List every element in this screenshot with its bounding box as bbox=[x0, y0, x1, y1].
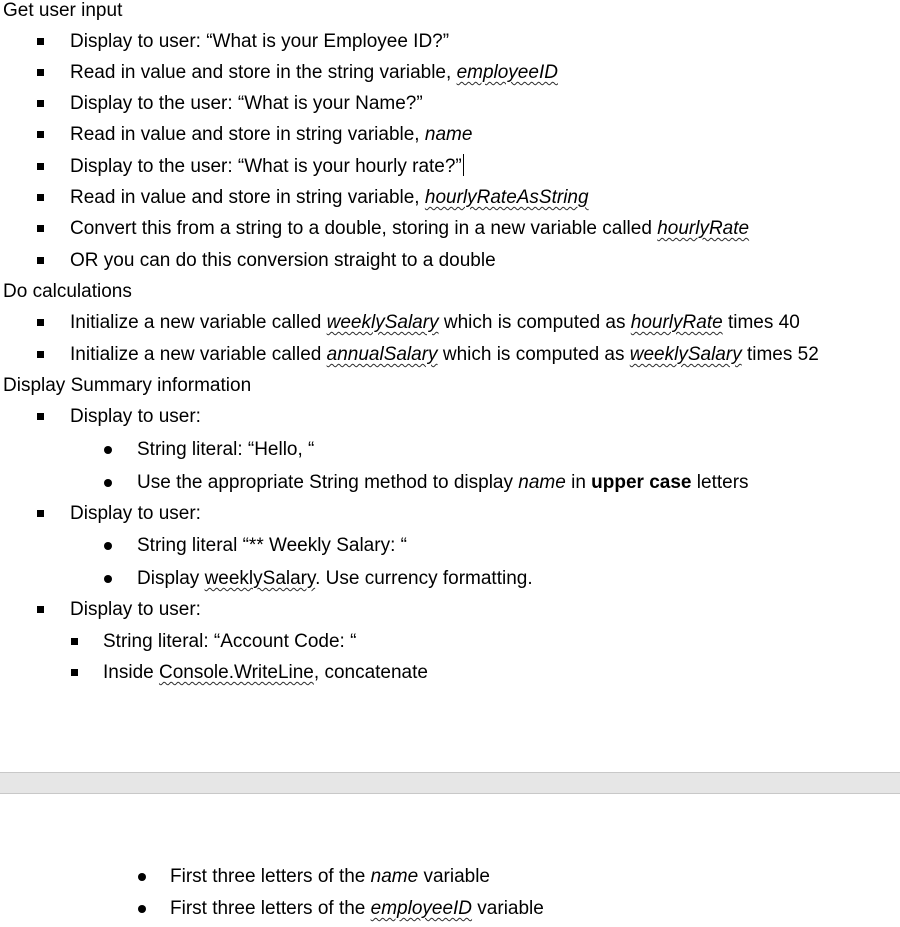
list-item: Inside Console.WriteLine, concatenate bbox=[0, 658, 900, 688]
square-bullet-icon bbox=[37, 308, 45, 338]
square-bullet-icon bbox=[37, 89, 45, 119]
square-bullet-icon bbox=[37, 152, 45, 182]
list-item: String literal: “Hello, “ bbox=[0, 435, 900, 465]
list-item: Display to user: bbox=[0, 499, 900, 529]
document-page-2 bbox=[0, 794, 900, 927]
list-item: Initialize a new variable called annualSalary which is computed as weeklySalary times 52 bbox=[0, 340, 900, 370]
list-item: String literal: “Account Code: “ bbox=[0, 627, 900, 657]
round-bullet-icon bbox=[104, 468, 112, 498]
square-bullet-icon bbox=[37, 27, 45, 57]
list-item: Read in value and store in string variable, name bbox=[0, 120, 900, 150]
round-bullet-icon bbox=[104, 435, 112, 465]
square-bullet-icon bbox=[37, 246, 45, 276]
square-bullet-icon bbox=[37, 340, 45, 370]
variable-name: name bbox=[424, 124, 473, 145]
heading-get-user-input: Get user input bbox=[3, 0, 123, 21]
square-bullet-icon bbox=[37, 58, 45, 88]
list-item: Initialize a new variable called weeklySalary which is computed as hourlyRate times 40 bbox=[0, 308, 900, 338]
variable-hourlyrate: hourlyRate bbox=[657, 218, 750, 239]
list-item: Display weeklySalary. Use currency formatting. bbox=[0, 564, 900, 594]
page-break-gap bbox=[0, 772, 900, 794]
variable-hourlyrateasstring: hourlyRateAsString bbox=[424, 187, 589, 208]
round-bullet-icon bbox=[104, 531, 112, 561]
heading-do-calculations: Do calculations bbox=[3, 281, 132, 302]
list-item: Display to the user: “What is your Name?” bbox=[0, 89, 900, 119]
list-item: First three letters of the name variable bbox=[0, 862, 900, 892]
list-item: Display to user: bbox=[0, 402, 900, 432]
list-item: Use the appropriate String method to display name in upper case letters bbox=[0, 468, 900, 498]
square-bullet-icon bbox=[71, 627, 79, 657]
list-item: Convert this from a string to a double, storing in a new variable called hourlyRate bbox=[0, 214, 900, 244]
square-bullet-icon bbox=[37, 595, 45, 625]
list-item: Display to user: “What is your Employee ID?” bbox=[0, 27, 900, 57]
text-cursor[interactable] bbox=[463, 154, 464, 176]
variable-employeeid: employeeID bbox=[456, 62, 558, 83]
round-bullet-icon bbox=[138, 894, 146, 924]
round-bullet-icon bbox=[104, 564, 112, 594]
list-item: OR you can do this conversion straight to a double bbox=[0, 246, 900, 276]
heading-display-summary: Display Summary information bbox=[3, 375, 252, 396]
square-bullet-icon bbox=[37, 214, 45, 244]
square-bullet-icon bbox=[37, 120, 45, 150]
list-item: First three letters of the employeeID variable bbox=[0, 894, 900, 924]
square-bullet-icon bbox=[71, 658, 79, 688]
list-item: String literal “** Weekly Salary: “ bbox=[0, 531, 900, 561]
list-item: Read in value and store in the string variable, employeeID bbox=[0, 58, 900, 88]
square-bullet-icon bbox=[37, 499, 45, 529]
list-item: Display to user: bbox=[0, 595, 900, 625]
list-item: Read in value and store in string variable, hourlyRateAsString bbox=[0, 183, 900, 213]
round-bullet-icon bbox=[138, 862, 146, 892]
square-bullet-icon bbox=[37, 183, 45, 213]
list-item: Display to the user: “What is your hourly rate?” bbox=[0, 152, 900, 182]
square-bullet-icon bbox=[37, 402, 45, 432]
